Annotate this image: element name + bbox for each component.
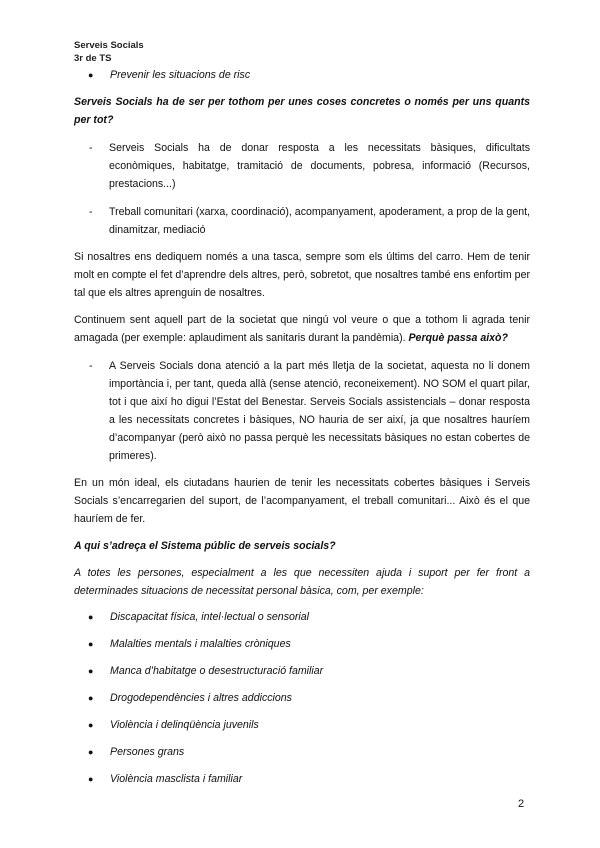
list-item-text: Persones grans <box>110 746 185 758</box>
list-item <box>74 662 530 680</box>
page-number: 2 <box>518 798 525 810</box>
paragraph: En un món ideal, els ciutadans haurien de tenir les necessitats cobertes bàsiques i Serveis Socials s’encarregarien del suport, de l’acompanyament, el treball comunitari... Això és el que hauríem de fer. <box>74 477 530 525</box>
bullet-icon: ● <box>88 639 94 649</box>
dash-item-text: Treball comunitari (xarxa, coordinació), acompanyament, apoderament, a prop de la gent, dinamitzar, mediació <box>109 206 530 236</box>
dash-item-text: A Serveis Socials dona atenció a la part més lletja de la societat, aquesta no li donem importància i, per tant, queda allà (sense atenció, reconeixement). NO SOM el quart pilar, tot i que així ho digui l’Estat del Benestar. Serveis Socials assistencials – donar resposta a les necessitats concretes i bàsiques, NO hauria de ser així, ja que nosaltres hauríem d’acompanyar (però això no passa perquè les necessitats bàsiques no estan cobertes de primeres). <box>109 360 530 462</box>
bullet-icon: ● <box>88 693 94 703</box>
list-item-text: Manca d’habitatge o desestructuració familiar <box>110 665 324 677</box>
paragraph-intro: A totes les persones, especialment a les que necessiten ajuda i suport per fer front a determinades situacions de necessitat personal bàsica, com, per exemple: <box>74 567 530 597</box>
list-item-text: Discapacitat física, intel·lectual o sensorial <box>110 611 310 623</box>
list-item-text: Violència masclista i familiar <box>110 773 243 785</box>
dash-icon: - <box>89 142 93 154</box>
list-item-text: Prevenir les situacions de risc <box>110 69 251 81</box>
paragraph-question: Perquè passa això? <box>408 332 508 344</box>
dash-item <box>74 357 530 465</box>
list-item-text: Violència i delinqüència juvenils <box>110 719 259 731</box>
document-header <box>74 39 144 65</box>
document-body <box>74 66 530 788</box>
bullet-icon: ● <box>88 774 94 784</box>
paragraph-text: Continuem sent aquell part de la societat que ningú vol veure o que a tothom li agrada tenir amagada (per exemple: aplaudiment als sanitaris durant la pandèmia). <box>74 314 530 344</box>
list-item-text: Drogodependències i altres addiccions <box>110 692 292 704</box>
bullet-icon: ● <box>88 747 94 757</box>
header-subtitle: 3r de TS <box>74 53 112 64</box>
list-item <box>74 770 530 788</box>
list-item <box>74 716 530 734</box>
dash-item-text: Serveis Socials ha de donar resposta a les necessitats bàsiques, dificultats econòmiques, habitatge, tramitació de documents, pobresa, informació (Recursos, prestacions...) <box>109 142 530 190</box>
header-title: Serveis Socials <box>74 40 144 51</box>
list-item <box>74 66 530 84</box>
bullet-icon: ● <box>88 612 94 622</box>
list-item <box>74 689 530 707</box>
paragraph: Si nosaltres ens dediquem només a una tasca, sempre som els últims del carro. Hem de tenir molt en compte el fet d’aprendre dels altres, però, sobretot, que nosaltres també ens enfortim per tal que els altres aprenguin de nosaltres. <box>74 251 530 299</box>
dash-item <box>74 203 530 239</box>
bullet-icon: ● <box>88 666 94 676</box>
section-question: Serveis Socials ha de ser per tothom per unes coses concretes o només per uns quants per tot? <box>74 96 530 126</box>
section-question: A qui s’adreça el Sistema públic de serveis socials? <box>74 540 336 552</box>
situations-list <box>74 608 530 788</box>
dash-icon: - <box>89 360 93 372</box>
list-item <box>74 743 530 761</box>
bullet-icon: ● <box>88 70 94 80</box>
paragraph <box>74 311 530 347</box>
list-item <box>74 635 530 653</box>
list-item <box>74 608 530 626</box>
dash-icon: - <box>89 206 93 218</box>
list-item-text: Malalties mentals i malalties cròniques <box>110 638 291 650</box>
bullet-icon: ● <box>88 720 94 730</box>
dash-item <box>74 139 530 193</box>
